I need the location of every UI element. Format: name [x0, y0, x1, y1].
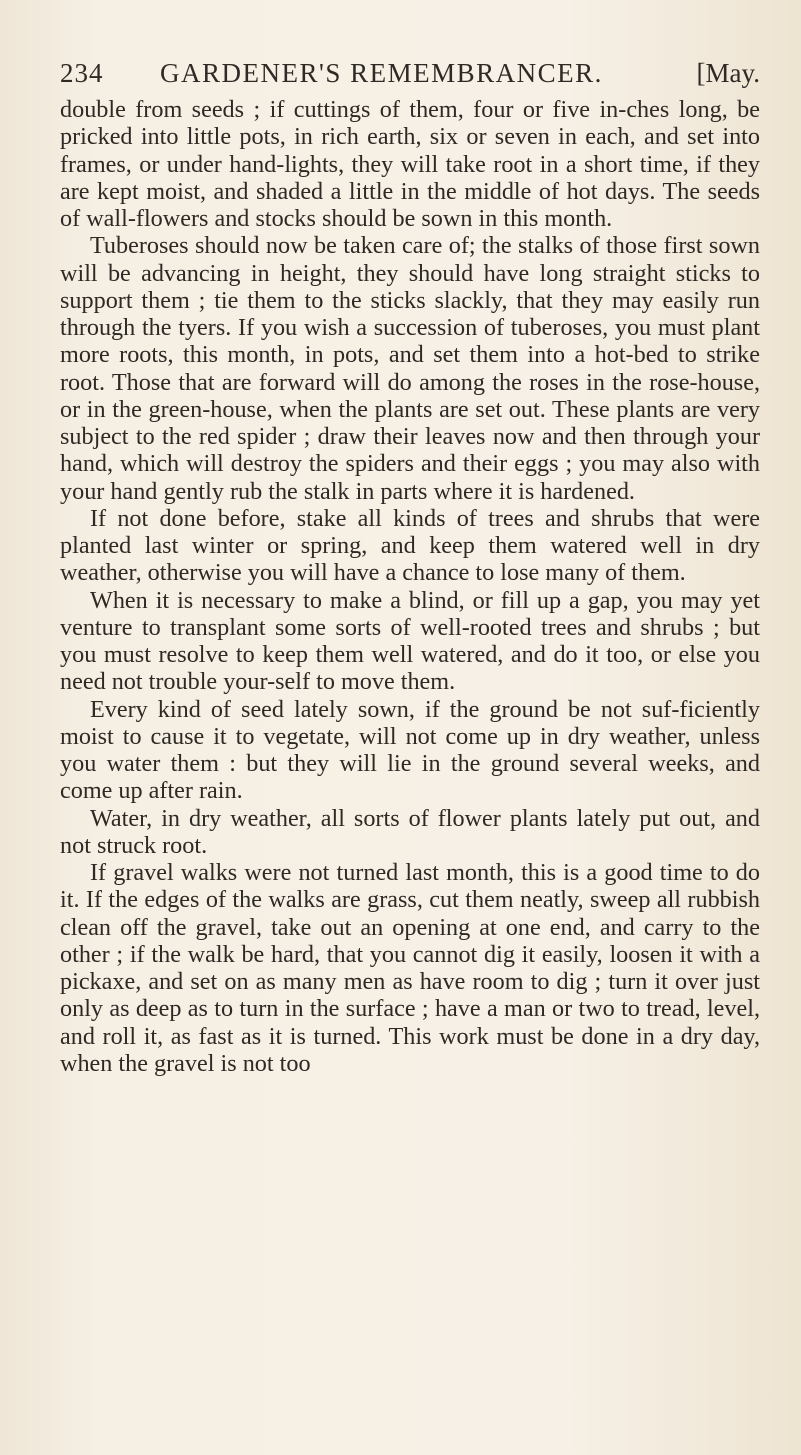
paragraph-gravel-walks: If gravel walks were not turned last month, this is a good time to do it. If the edges of the walks are grass, cut them neatly, sweep all rubbish clean off the gravel, take out an opening at one end, and carry to the other ; if the walk be hard, that you cannot dig it easily, loosen it with a pickaxe, and set on as many men as have room to dig ; turn it over just only as deep as to turn in the surface ; have a man or two to tread, level, and roll it, as fast as it is turned. This work must be done in a dry day, when the gravel is not too: [60, 859, 760, 1077]
month-label: [May.: [696, 58, 760, 88]
running-title: GARDENER'S REMEMBRANCER.: [160, 58, 603, 88]
paragraph-watering: Water, in dry weather, all sorts of flower plants lately put out, and not struck root.: [60, 804, 760, 859]
page-header: [60, 58, 760, 98]
paragraph-tuberoses: Tuberoses should now be taken care of; the stalks of those first sown will be advancing in height, they should have long straight sticks to support them ; tie them to the sticks slackly, that they may easily run through the tyers. If you wish a succession of tuberoses, you must plant more roots, this month, in pots, and set them into a hot-bed to strike root. Those that are forward will do among the roses in the rose-house, or in the green-house, when the plants are set out. These plants are very subject to the red spider ; draw their leaves now and then through your hand, which will destroy the spiders and their eggs ; you may also with your hand gently rub the stalk in parts where it is hardened.: [60, 232, 760, 505]
paragraph-transplanting: When it is necessary to make a blind, or fill up a gap, you may yet venture to transplant some sorts of well-rooted trees and shrubs ; but you must resolve to keep them well watered, and do it too, or else you need not trouble your-self to move them.: [60, 586, 760, 696]
paragraph-seeds: Every kind of seed lately sown, if the ground be not suf-ficiently moist to cause it to vegetate, will not come up in dry weather, unless you water them : but they will lie in the ground several weeks, and come up after rain.: [60, 695, 760, 805]
page-body: [60, 96, 760, 1077]
paragraph-staking: If not done before, stake all kinds of trees and shrubs that were planted last winter or spring, and keep them watered well in dry weather, otherwise you will have a chance to lose many of them.: [60, 504, 760, 587]
page-number: 234: [60, 58, 104, 88]
paragraph-continued: double from seeds ; if cuttings of them, four or five in-ches long, be pricked into little pots, in rich earth, six or seven in each, and set into frames, or under hand-lights, they will take root in a short time, if they are kept moist, and shaded a little in the middle of hot days. The seeds of wall-flowers and stocks should be sown in this month.: [60, 96, 760, 232]
